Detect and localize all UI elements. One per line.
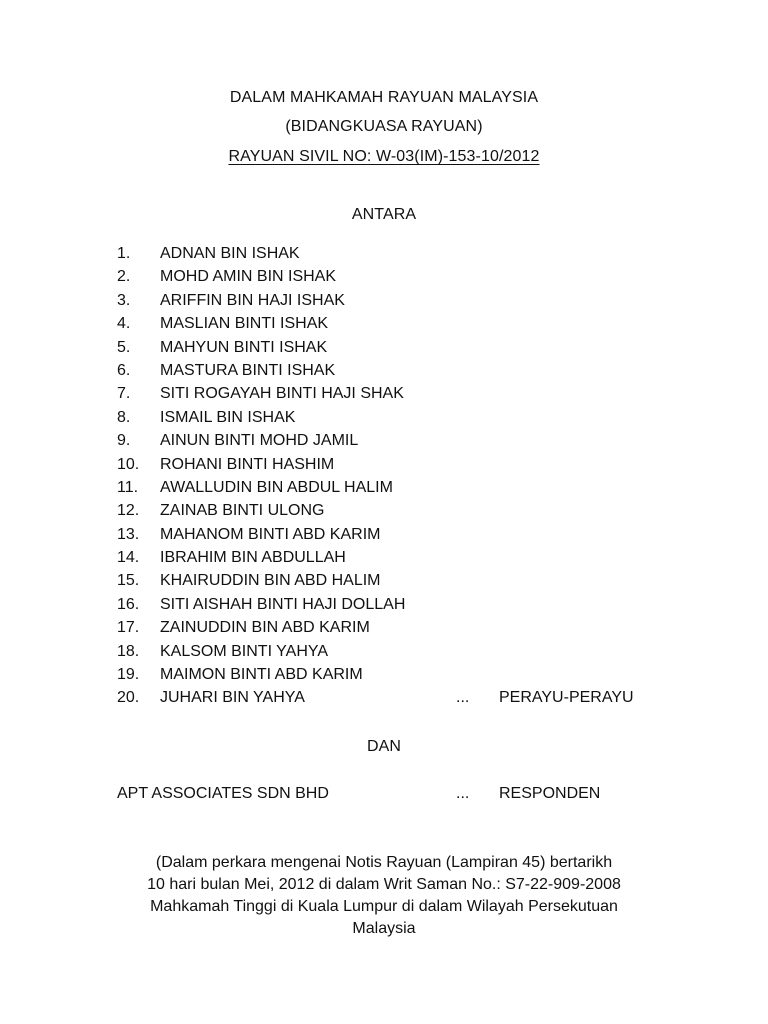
list-item-number: 10. <box>117 455 140 473</box>
list-item <box>117 408 677 431</box>
party-name: ARIFFIN BIN HAJI ISHAK <box>160 291 345 309</box>
party-name: MOHD AMIN BIN ISHAK <box>160 268 337 286</box>
list-item-number: 12. <box>117 502 140 520</box>
appellant-role-label: PERAYU-PERAYU <box>499 689 634 707</box>
note-line: 10 hari bulan Mei, 2012 di dalam Writ Saman No.: S7-22-909-2008 <box>147 876 621 893</box>
party-name: SITI AISHAH BINTI HAJI DOLLAH <box>160 595 406 613</box>
respondent-role-label: RESPONDEN <box>499 785 601 802</box>
leader-dots: ... <box>456 785 470 802</box>
list-item-number: 3. <box>117 291 131 309</box>
list-item-number: 8. <box>117 408 131 426</box>
list-item <box>117 291 677 314</box>
list-item-number: 6. <box>117 361 131 379</box>
party-name: ZAINAB BINTI ULONG <box>160 502 325 520</box>
note-line: (Dalam perkara mengenai Notis Rayuan (Lampiran 45) bertarikh <box>155 854 613 871</box>
list-item-number: 13. <box>117 525 140 543</box>
list-item-number: 20. <box>117 689 140 707</box>
respondent-line <box>117 784 677 806</box>
case-number-text: RAYUAN SIVIL NO: W-03(IM)-153-10/2012 <box>228 148 540 165</box>
list-item <box>117 688 677 711</box>
list-item-number: 2. <box>117 268 131 286</box>
list-item <box>117 595 677 618</box>
list-item <box>117 642 677 665</box>
between-heading: ANTARA <box>351 206 417 223</box>
list-item <box>117 361 677 384</box>
list-item <box>117 548 677 571</box>
party-name: AWALLUDIN BIN ABDUL HALIM <box>160 478 393 496</box>
party-name: ADNAN BIN ISHAK <box>160 245 300 262</box>
list-item-number: 7. <box>117 385 131 403</box>
party-name: KHAIRUDDIN BIN ABD HALIM <box>160 572 381 590</box>
list-item-number: 9. <box>117 432 131 450</box>
note-line: Mahkamah Tinggi di Kuala Lumpur di dalam Wilayah Persekutuan <box>150 898 618 915</box>
party-name: MAHANOM BINTI ABD KARIM <box>160 525 381 543</box>
appellant-list <box>117 244 677 712</box>
list-item-number: 11. <box>117 478 139 496</box>
list-item <box>117 244 677 267</box>
party-name: MAHYUN BINTI ISHAK <box>160 338 328 356</box>
party-name: SITI ROGAYAH BINTI HAJI SHAK <box>160 385 404 403</box>
list-item <box>117 431 677 454</box>
party-name: IBRAHIM BIN ABDULLAH <box>160 549 346 567</box>
jurisdiction-title: (BIDANGKUASA RAYUAN) <box>285 118 483 135</box>
party-name: MASTURA BINTI ISHAK <box>160 361 336 379</box>
list-item <box>117 314 677 337</box>
party-name: MASLIAN BINTI ISHAK <box>160 315 329 333</box>
respondent-name: APT ASSOCIATES SDN BHD <box>117 785 329 802</box>
party-name: KALSOM BINTI YAHYA <box>160 642 329 660</box>
list-item <box>117 618 677 641</box>
list-item-number: 18. <box>117 642 140 660</box>
list-item <box>117 478 677 501</box>
list-item-number: 16. <box>117 595 140 613</box>
list-item <box>117 384 677 407</box>
list-item <box>117 455 677 478</box>
matter-note <box>0 852 768 940</box>
party-name: ROHANI BINTI HASHIM <box>160 455 335 473</box>
party-name: ISMAIL BIN ISHAK <box>160 408 296 426</box>
list-item-number: 19. <box>117 666 140 684</box>
list-item <box>117 501 677 524</box>
list-item <box>117 525 677 548</box>
party-name: AINUN BINTI MOHD JAMIL <box>160 432 359 450</box>
list-item-number: 5. <box>117 338 131 356</box>
list-item-number: 17. <box>117 619 140 637</box>
list-item <box>117 665 677 688</box>
conjunction-heading: DAN <box>366 738 402 755</box>
list-item-number: 1. <box>117 245 131 262</box>
list-item <box>117 267 677 290</box>
party-name: MAIMON BINTI ABD KARIM <box>160 666 363 684</box>
party-name: ZAINUDDIN BIN ABD KARIM <box>160 619 370 637</box>
list-item <box>117 338 677 361</box>
court-title: DALAM MAHKAMAH RAYUAN MALAYSIA <box>229 89 539 106</box>
list-item-number: 4. <box>117 315 131 333</box>
party-name: JUHARI BIN YAHYA <box>160 689 305 707</box>
leader-dots: ... <box>456 689 470 707</box>
list-item-number: 15. <box>117 572 140 590</box>
list-item-number: 14. <box>117 549 140 567</box>
case-number <box>0 147 768 167</box>
note-line: Malaysia <box>352 920 416 937</box>
list-item <box>117 571 677 594</box>
